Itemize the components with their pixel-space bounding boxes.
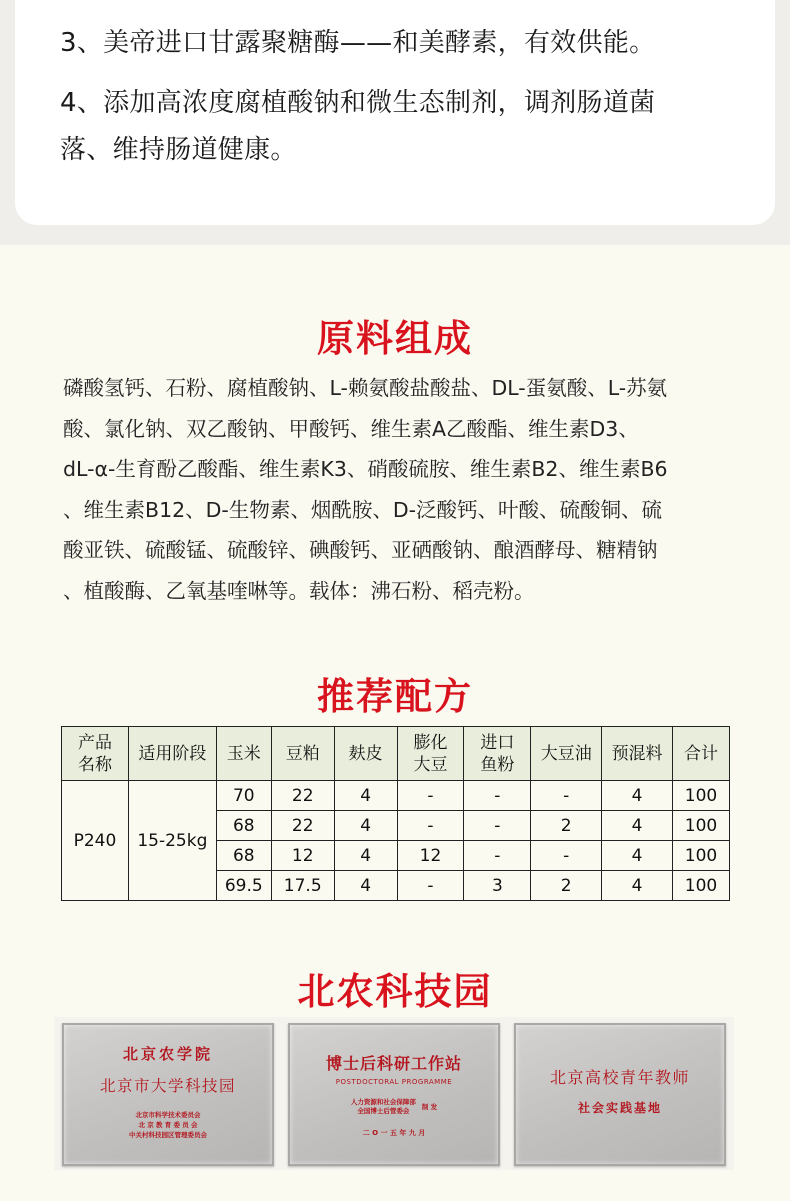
table-header-row: [62, 727, 730, 781]
table-cell: 22: [271, 811, 334, 841]
ingredients-line: 酸亚铁、硫酸锰、硫酸锌、碘酸钙、亚硒酸钠、酿酒酵母、糖精钠: [63, 538, 658, 562]
feature-item-3: 3、美帝进口甘露聚糖酶——和美酵素，有效供能。: [60, 28, 656, 58]
table-cell: 4: [334, 841, 397, 871]
table-cell: -: [397, 811, 464, 841]
ingredients-line: 酸、氯化钠、双乙酸钠、甲酸钙、维生素A乙酸酯、维生素D3、: [63, 416, 639, 441]
ingredients-line: 、植酸酶、乙氧基喹啉等。载体：沸石粉、稻壳粉。: [63, 578, 535, 603]
table-cell: 4: [334, 871, 397, 901]
table-cell: 69.5: [216, 871, 271, 901]
table-row: [62, 781, 730, 811]
table-cell: 68: [216, 841, 271, 871]
plaque-university-science-park: [62, 1023, 274, 1166]
table-cell: 2: [531, 811, 602, 841]
plaque-young-teacher-base: [514, 1023, 726, 1166]
recipe-title: 推荐配方: [317, 675, 473, 718]
plaque-2-line1: 博士后科研工作站: [325, 1054, 462, 1073]
table-cell: 12: [397, 841, 464, 871]
ingredients-line: dL-α-生育酚乙酸酯、维生素K3、硝酸硫胺、维生素B2、维生素B6: [63, 457, 668, 481]
plaque-1-line1: 北京农学院: [122, 1045, 213, 1063]
header-bran: 麸皮: [334, 727, 397, 781]
header-premix: 预混料: [602, 727, 673, 781]
plaque-3-line1: 北京高校青年教师: [549, 1068, 690, 1087]
table-cell: 3: [464, 871, 531, 901]
header-fish-meal: 进口 鱼粉: [464, 727, 531, 781]
header-product: 产品 名称: [62, 727, 129, 781]
header-puffed-soy: 膨化 大豆: [397, 727, 464, 781]
product-cell: P240: [62, 781, 129, 901]
table-cell: 100: [672, 811, 729, 841]
header-corn: 玉米: [216, 727, 271, 781]
plaque-gallery: [54, 1017, 734, 1170]
plaque-2-line2: POSTDOCTORAL PROGRAMME: [335, 1078, 453, 1086]
plaque-postdoctoral-station: [288, 1023, 500, 1166]
table-cell: 2: [531, 871, 602, 901]
header-soy-oil: 大豆油: [531, 727, 602, 781]
table-cell: -: [464, 841, 531, 871]
table-cell: 4: [602, 811, 673, 841]
table-cell: 4: [334, 781, 397, 811]
table-cell: 12: [271, 841, 334, 871]
table-cell: 4: [602, 841, 673, 871]
table-cell: 68: [216, 811, 271, 841]
ingredients-title: 原料组成: [317, 317, 473, 360]
plaque-1-orgs: 北京市科学技术委员会 北 京 教 育 委 员 会 中关村科技园区管理委员会: [129, 1111, 207, 1139]
table-cell: 4: [602, 871, 673, 901]
header-stage: 适用阶段: [128, 727, 216, 781]
header-total: 合计: [672, 727, 729, 781]
table-cell: -: [531, 781, 602, 811]
feature-item-4: [60, 80, 775, 174]
ingredients-line: 磷酸氢钙、石粉、腐植酸钠、L-赖氨酸盐酸盐、DL-蛋氨酸、L-苏氨: [63, 376, 668, 400]
table-cell: -: [397, 781, 464, 811]
table-cell: -: [464, 811, 531, 841]
table-cell: -: [397, 871, 464, 901]
plaque-2-date: 二 O 一 五 年 九 月: [362, 1129, 426, 1137]
table-cell: 22: [271, 781, 334, 811]
stage-cell: 15-25kg: [128, 781, 216, 901]
table-cell: 100: [672, 781, 729, 811]
header-soybean-meal: 豆粕: [271, 727, 334, 781]
feature-item-4-line1: 4、添加高浓度腐植酸钠和微生态制剂，调剂肠道菌: [60, 88, 656, 118]
ingredients-line: 、维生素B12、D-生物素、烟酰胺、D-泛酸钙、叶酸、硫酸铜、硫: [63, 497, 663, 522]
table-cell: 100: [672, 871, 729, 901]
table-cell: 4: [334, 811, 397, 841]
recipe-table: [61, 726, 730, 901]
plaque-3-line2: 社会实践基地: [577, 1101, 662, 1115]
ingredients-text: [63, 368, 743, 611]
plaque-1-line2: 北京市大学科技园: [99, 1077, 236, 1095]
table-cell: 4: [602, 781, 673, 811]
table-cell: 17.5: [271, 871, 334, 901]
feature-card: [15, 0, 775, 225]
table-cell: 100: [672, 841, 729, 871]
plaque-2-orgs: 人力资源和社会保障部 全国博士后管委会 制 发: [350, 1098, 438, 1115]
table-cell: -: [464, 781, 531, 811]
table-cell: -: [531, 841, 602, 871]
table-cell: 70: [216, 781, 271, 811]
park-title: 北农科技园: [297, 970, 493, 1013]
feature-item-4-line2: 落、维持肠道健康。: [60, 135, 297, 165]
